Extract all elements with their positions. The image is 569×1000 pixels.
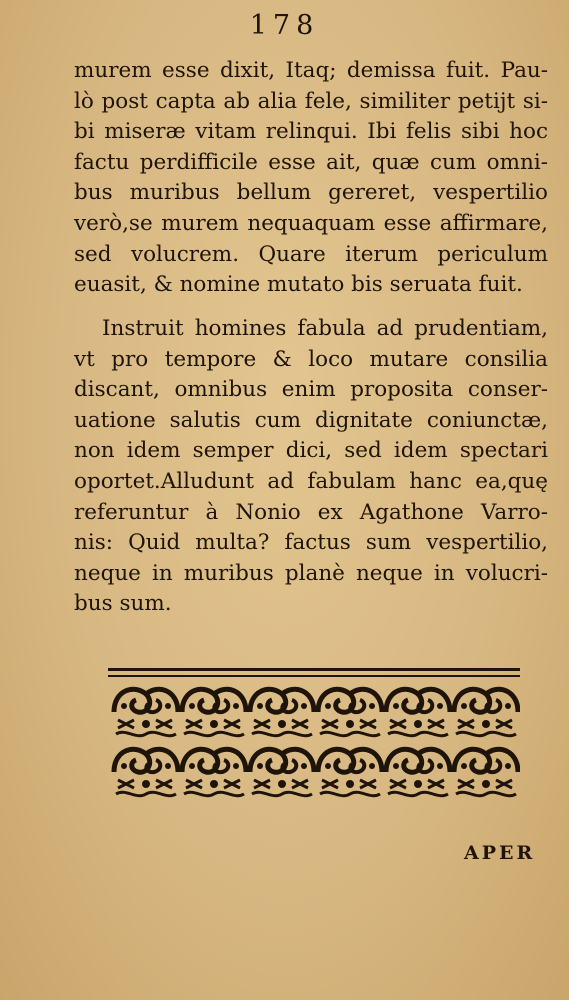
text-line: factu perdifficile esse ait, quæ cum omni- bbox=[74, 149, 548, 175]
text-line: discant, omnibus enim proposita conser- bbox=[74, 377, 548, 403]
text-line: nis: Quid multa? factus sum vespertilio, bbox=[74, 530, 548, 556]
text-line: neque in muribus planè neque in volucri- bbox=[74, 560, 548, 586]
decorative-ornament-band bbox=[108, 668, 520, 804]
text-line: vt pro tempore & loco mutare consilia bbox=[74, 346, 548, 372]
text-line: oportet.Alludunt ad fabulam hanc ea,quę bbox=[74, 468, 548, 494]
text-line: non idem semper dici, sed idem spectari bbox=[74, 438, 548, 464]
catchword: APER bbox=[464, 842, 536, 864]
text-line: murem esse dixit, Itaq; demissa fuit. Pau- bbox=[74, 58, 548, 83]
text-line: referuntur à Nonio ex Agathone Varro- bbox=[74, 499, 548, 525]
text-line: bus muribus bellum gereret, vespertilio bbox=[74, 180, 548, 206]
text-line: bi miseræ vitam relinqui. Ibi felis sibi hoc bbox=[74, 119, 548, 145]
text-line: bus sum. bbox=[74, 591, 172, 617]
text-line: euasit, & nomine mutato bis seruata fuit. bbox=[74, 272, 523, 298]
fable-paragraph bbox=[74, 56, 548, 301]
page-number: 178 bbox=[249, 10, 320, 41]
text-line: sed volucrem. Quare iterum periculum bbox=[74, 241, 548, 267]
text-line: lò post capta ab alia fele, similiter petijt si- bbox=[74, 88, 548, 114]
text-line: uatione salutis cum dignitate coniunctæ, bbox=[74, 407, 548, 433]
text-line: Instruit homines fabula ad prudentiam, bbox=[102, 316, 548, 341]
moral-paragraph bbox=[74, 314, 548, 620]
text-line: verò,se murem nequaquam esse affirmare, bbox=[74, 210, 548, 236]
